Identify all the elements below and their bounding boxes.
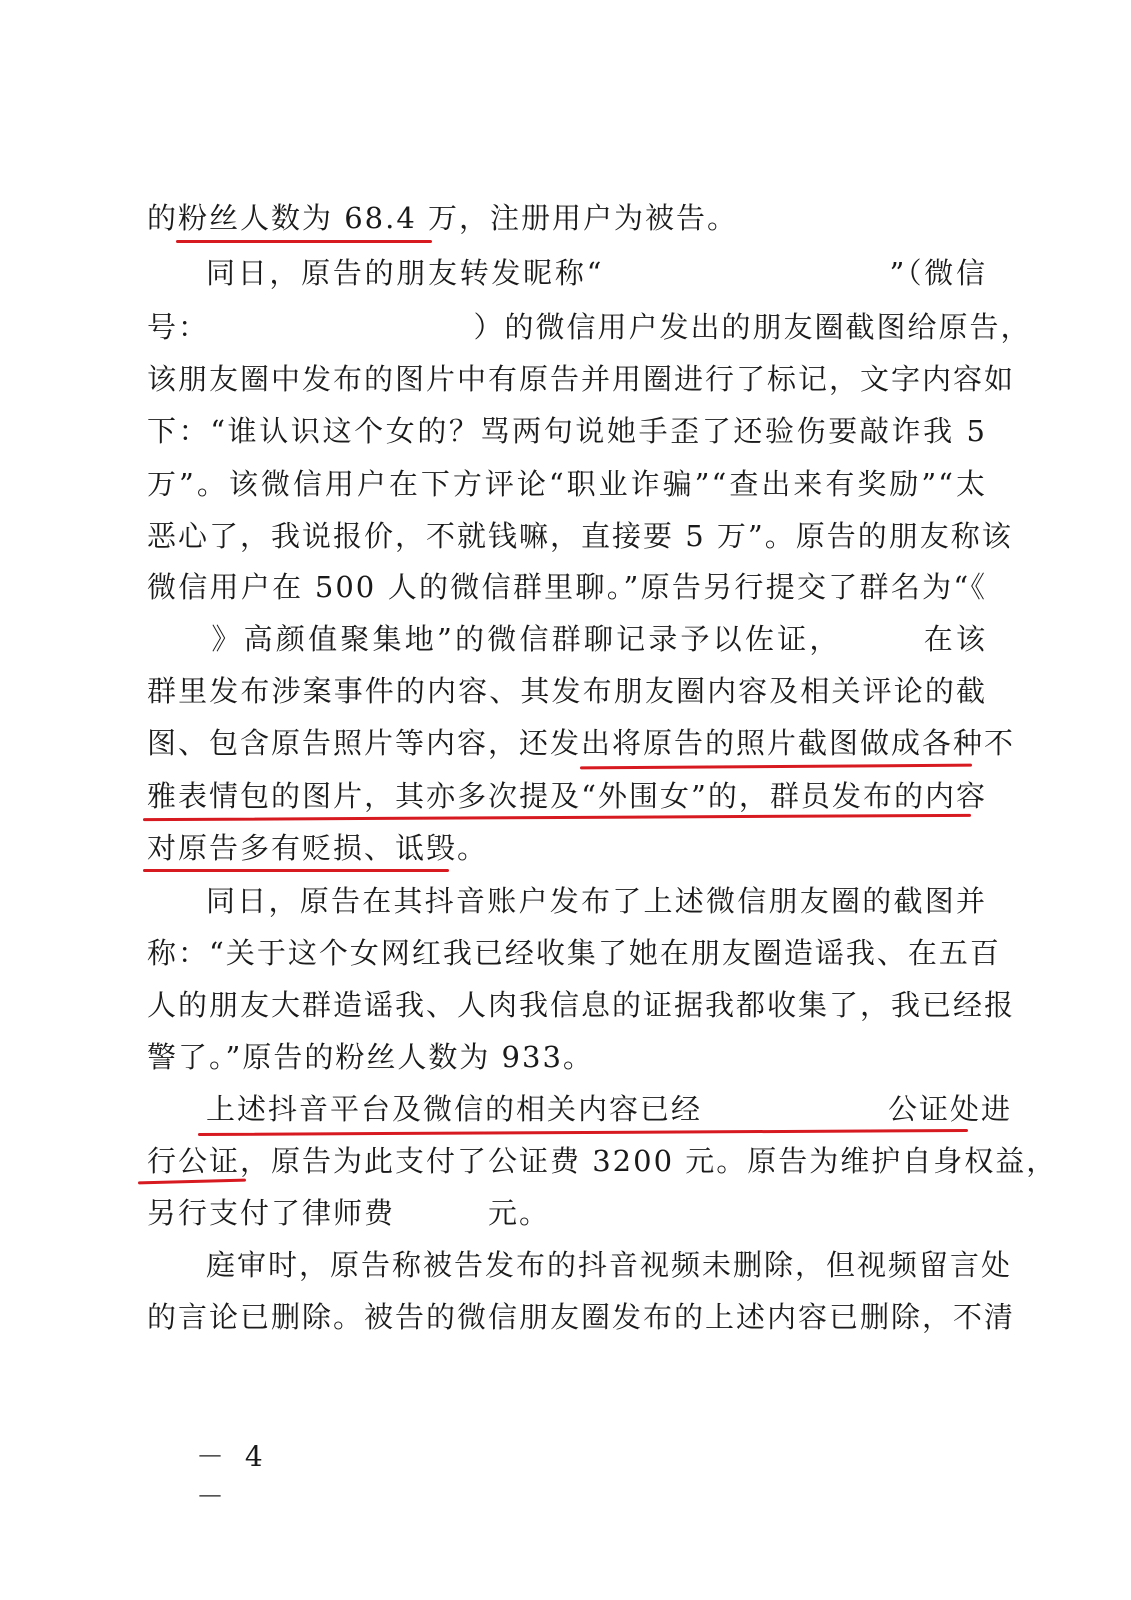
text-line: 另行支付了律师费 元。 xyxy=(147,1196,551,1230)
text-line: 同日，原告在其抖音账户发布了上述微信朋友圈的截图并 xyxy=(206,884,987,918)
text-line: 恶心了，我说报价，不就钱嘛，直接要 5 万”。原告的朋友称该 xyxy=(147,519,1013,553)
text-line: 号： ）的微信用户发出的朋友圈截图给原告， xyxy=(147,310,1032,344)
text-line: 的言论已删除。被告的微信朋友圈发布的上述内容已删除，不清 xyxy=(147,1300,1016,1334)
text-line: 图、包含原告照片等内容，还发出将原告的照片截图做成各种不 xyxy=(147,726,1016,760)
text-line: 称：“关于这个女网红我已经收集了她在朋友圈造谣我、在五百 xyxy=(147,936,1001,970)
text-line: 下：“谁认识这个女的？骂两句说她手歪了还验伤要敲诈我 5 xyxy=(147,414,987,448)
red-underline xyxy=(198,1129,968,1136)
red-underline xyxy=(176,240,432,243)
page-number: － 4 － xyxy=(196,1440,269,1513)
text-line: 警了。”原告的粉丝人数为 933。 xyxy=(147,1040,594,1074)
text-line: 庭审时，原告称被告发布的抖音视频未删除，但视频留言处 xyxy=(206,1248,1013,1282)
text-line: 万”。该微信用户在下方评论“职业诈骗”“查出来有奖励”“太 xyxy=(147,467,987,501)
text-line: 微信用户在 500 人的微信群里聊。”原告另行提交了群名为“《 xyxy=(147,570,987,604)
text-line: 上述抖音平台及微信的相关内容已经 公证处进 xyxy=(206,1092,1013,1126)
text-line: 行公证，原告为此支付了公证费 3200 元。原告为维护自身权益， xyxy=(147,1144,1058,1178)
text-line: 》高颜值聚集地”的微信群聊记录予以佐证， 在该 xyxy=(147,622,987,656)
text-line: 对原告多有贬损、诋毁。 xyxy=(147,831,489,865)
red-underline xyxy=(580,764,972,770)
red-underline xyxy=(143,869,449,872)
text-line: 该朋友圈中发布的图片中有原告并用圈进行了标记，文字内容如 xyxy=(147,362,1016,396)
text-line: 的粉丝人数为 68.4 万，注册用户为被告。 xyxy=(147,201,739,235)
text-line: 人的朋友大群造谣我、人肉我信息的证据我都收集了，我已经报 xyxy=(147,988,1016,1022)
text-line: 同日，原告的朋友转发昵称“ ”（微信 xyxy=(206,256,987,290)
text-line: 雅表情包的图片，其亦多次提及“外围女”的，群员发布的内容 xyxy=(147,779,987,813)
text-line: 群里发布涉案事件的内容、其发布朋友圈内容及相关评论的截 xyxy=(147,674,987,708)
